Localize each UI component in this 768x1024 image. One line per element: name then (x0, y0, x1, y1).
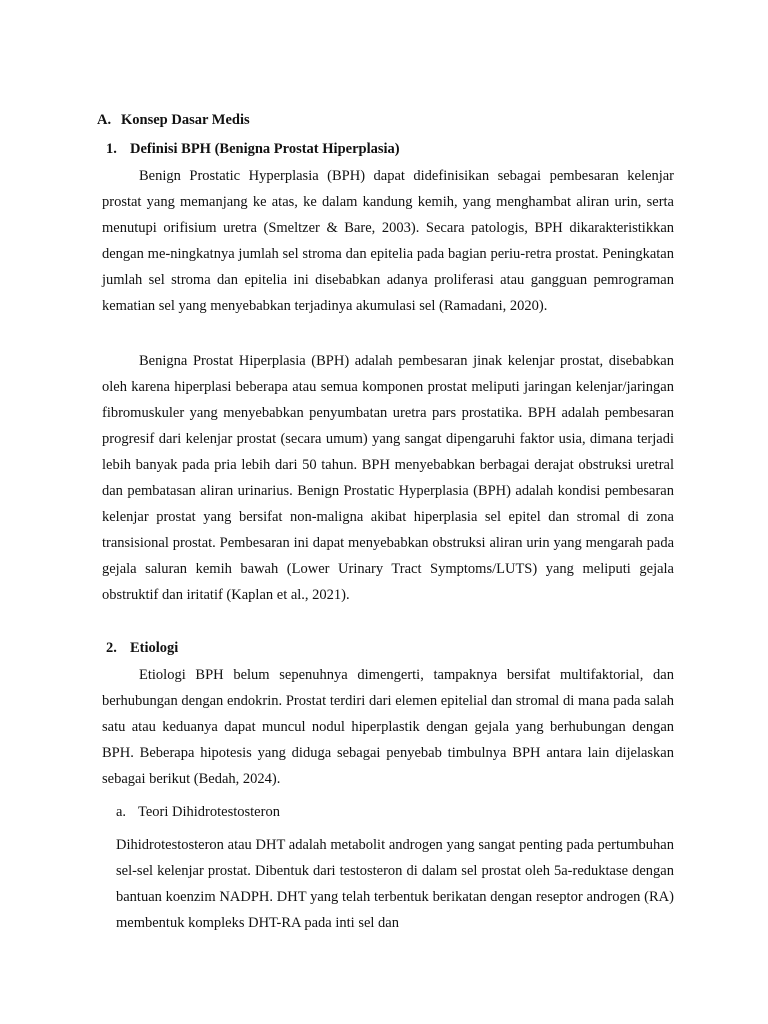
subsection-number: 1. (106, 141, 117, 157)
subsection-heading-definisi (106, 139, 400, 159)
definisi-paragraph-2: Benigna Prostat Hiperplasia (BPH) adalah pembesaran jinak kelenjar prostat, disebabkan oleh karena hiperplasi beberapa atau semua komponen prostat meliputi jaringan kelenjar/jaringan fibromuskuler yang menyebabkan penyumbatan uretra pars prostatika. BPH adalah pembesaran progresif dari kelenjar prostat (secara umum) yang sangat dipengaruhi faktor usia, dimana terjadi lebih banyak pada pria lebih dari 50 tahun. BPH menyebabkan berbagai derajat obstruksi uretral dan pembatasan aliran urinarius. Benign Prostatic Hyperplasia (BPH) adalah kondisi pembesaran kelenjar prostat yang bersifat non-maligna akibat hiperplasia sel epitel dan stromal di zona transisional prostat. Pembesaran ini dapat menyebabkan obstruksi aliran urin yang mengarah pada gejala saluran kemih bawah (Lower Urinary Tract Symptoms/LUTS) yang meliputi gejala obstruktif dan iritatif (Kaplan et al., 2021). (102, 353, 674, 603)
subsection-title: Definisi BPH (Benigna Prostat Hiperplasia) (130, 141, 400, 157)
list-item-letter: a. (116, 804, 127, 820)
teori-dht-paragraph: Dihidrotestosteron atau DHT adalah metabolit androgen yang sangat penting pada pertumbuhan sel-sel kelenjar prostat. Dibentuk dari testosteron di dalam sel prostat oleh 5a-reduktase dengan bantuan koenzim NADPH. DHT yang telah terbentuk berikatan dengan reseptor androgen (RA) membentuk kompleks DHT-RA pada inti sel dan (116, 837, 674, 931)
section-heading (97, 110, 250, 130)
subsection-title: Etiologi (130, 640, 179, 656)
list-item-heading-a (116, 802, 280, 822)
subsection-number: 2. (106, 640, 117, 656)
list-item-title: Teori Dihidrotestosteron (138, 804, 280, 820)
subsection-heading-etiologi (106, 638, 178, 658)
section-title: Konsep Dasar Medis (121, 112, 250, 128)
etiologi-paragraph-1: Etiologi BPH belum sepenuhnya dimengerti, tampaknya bersifat multifaktorial, dan berhubungan dengan endokrin. Prostat terdiri dari elemen epitelial dan stromal di mana pada salah satu atau keduanya dapat muncul nodul hiperplastik dengan gejala yang berhubungan dengan BPH. Beberapa hipotesis yang diduga sebagai penyebab timbulnya BPH antara lain dijelaskan sebagai berikut (Bedah, 2024). (102, 667, 674, 787)
section-number: A. (97, 112, 112, 128)
definisi-paragraph-1: Benign Prostatic Hyperplasia (BPH) dapat didefinisikan sebagai pembesaran kelenjar prostat yang memanjang ke atas, ke dalam kandung kemih, yang menghambat aliran urin, serta menutupi orifisium uretra (Smeltzer & Bare, 2003). Secara patologis, BPH dikarakteristikkan dengan me-ningkatnya jumlah sel stroma dan epitelia pada bagian periu-retra prostat. Peningkatan jumlah sel stroma dan epitelia ini disebabkan adanya proliferasi atau gangguan pemrograman kematian sel yang menyebabkan terjadinya akumulasi sel (Ramadani, 2020). (102, 168, 674, 314)
